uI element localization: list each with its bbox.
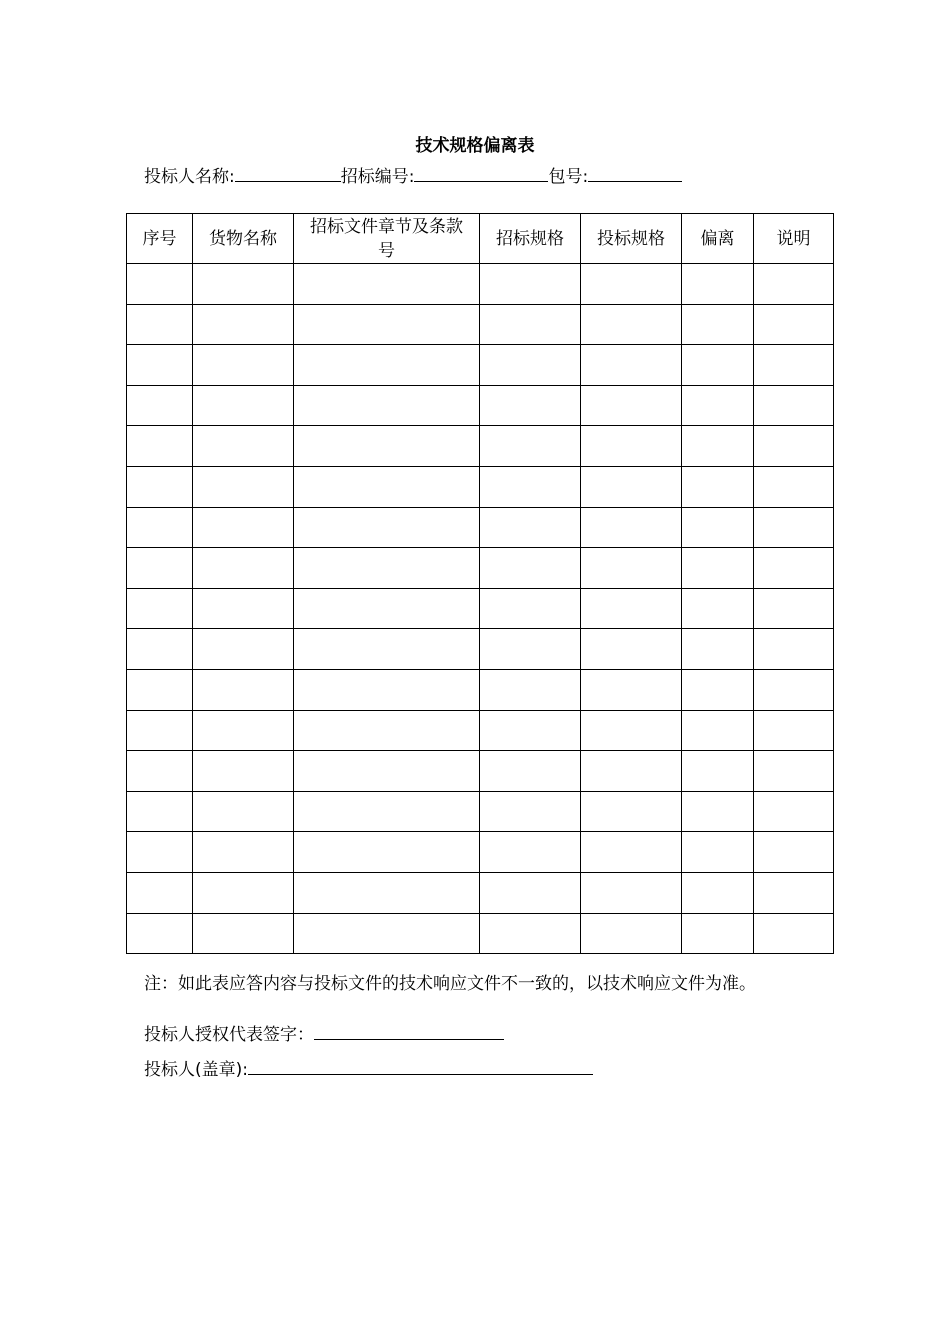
table-cell [294,304,480,345]
table-cell [480,872,581,913]
table-cell [480,913,581,954]
table-cell [754,466,834,507]
signature-label: 投标人授权代表签字： [144,1025,314,1045]
table-cell [581,264,682,305]
table-cell [127,588,193,629]
table-row [127,669,834,710]
table-cell [127,466,193,507]
table-cell [754,872,834,913]
table-cell [682,669,754,710]
tender-number-label: 招标编号: [340,167,415,187]
table-row [127,264,834,305]
table-cell [480,345,581,386]
table-cell [682,588,754,629]
table-cell [581,832,682,873]
table-cell [193,548,294,589]
table-cell [294,832,480,873]
table-cell [193,466,294,507]
table-cell [193,913,294,954]
table-cell [682,710,754,751]
table-cell [193,710,294,751]
table-cell [480,304,581,345]
table-cell [682,872,754,913]
table-cell [193,832,294,873]
table-cell [294,588,480,629]
table-cell [682,832,754,873]
table-cell [193,751,294,792]
table-cell [294,345,480,386]
table-cell [127,385,193,426]
table-cell [754,913,834,954]
seal-label: 投标人(盖章): [144,1060,248,1080]
table-cell [294,710,480,751]
table-cell [754,548,834,589]
table-cell [127,669,193,710]
table-cell [682,507,754,548]
table-cell [294,872,480,913]
table-cell [193,507,294,548]
note-text: 注：如此表应答内容与投标文件的技术响应文件不一致的，以技术响应文件为准。 [144,974,756,994]
table-cell [127,304,193,345]
header-clause-no-text: 招标文件章节及条款号 [310,216,463,261]
table-cell [480,507,581,548]
header-remarks: 说明 [754,214,834,264]
table-cell [480,426,581,467]
table-cell [754,304,834,345]
table-cell [682,426,754,467]
table-cell [581,345,682,386]
signature-blank [314,1022,504,1040]
table-cell [480,710,581,751]
table-cell [480,548,581,589]
bidder-name-label: 投标人名称: [144,167,235,187]
table-cell [581,710,682,751]
table-cell [127,264,193,305]
table-row [127,588,834,629]
table-cell [294,629,480,670]
table-cell [754,791,834,832]
header-clause-no [294,214,480,264]
bid-info-line [144,164,682,189]
table-cell [682,548,754,589]
table-cell [127,345,193,386]
table-cell [193,629,294,670]
table-row [127,304,834,345]
table-cell [480,791,581,832]
table-cell [581,791,682,832]
table-cell [480,629,581,670]
table-cell [480,669,581,710]
table-cell [682,791,754,832]
table-cell [294,426,480,467]
table-row [127,507,834,548]
table-row [127,751,834,792]
table-cell [127,710,193,751]
table-row [127,913,834,954]
table-cell [193,385,294,426]
table-cell [193,264,294,305]
table-row [127,872,834,913]
table-row [127,791,834,832]
table-cell [127,913,193,954]
header-goods-name: 货物名称 [193,214,294,264]
table-cell [480,385,581,426]
table-cell [581,629,682,670]
table-cell [754,629,834,670]
table-cell [127,426,193,467]
table-cell [294,385,480,426]
header-tender-spec: 招标规格 [480,214,581,264]
table-cell [682,385,754,426]
signature-line [144,1022,504,1047]
table-cell [294,669,480,710]
table-cell [754,345,834,386]
table-cell [682,629,754,670]
table-cell [127,507,193,548]
table-cell [581,466,682,507]
table-row [127,466,834,507]
header-deviation: 偏离 [682,214,754,264]
table-cell [581,426,682,467]
table-cell [193,791,294,832]
table-cell [193,304,294,345]
table-cell [480,832,581,873]
table-cell [294,507,480,548]
package-number-blank [588,164,682,182]
table-cell [480,751,581,792]
table-cell [127,832,193,873]
table-cell [581,507,682,548]
table-cell [581,548,682,589]
table-row [127,629,834,670]
table-cell [581,304,682,345]
document-title: 技术规格偏离表 [415,136,535,156]
table-cell [193,872,294,913]
table-cell [294,264,480,305]
bidder-name-blank [235,164,341,182]
table-cell [127,629,193,670]
table-cell [754,710,834,751]
table-cell [581,913,682,954]
header-serial-no: 序号 [127,214,193,264]
table-row [127,548,834,589]
seal-line [144,1057,593,1082]
table-cell [581,872,682,913]
table-cell [480,588,581,629]
table-header-row [127,214,834,264]
table-cell [294,913,480,954]
table-cell [294,791,480,832]
table-cell [754,832,834,873]
table-cell [754,751,834,792]
table-cell [754,385,834,426]
table-cell [682,751,754,792]
table-cell [581,385,682,426]
table-cell [480,264,581,305]
table-cell [682,345,754,386]
table-cell [754,588,834,629]
table-cell [127,791,193,832]
table-cell [127,548,193,589]
table-row [127,345,834,386]
table-cell [682,264,754,305]
table-cell [754,264,834,305]
table-cell [581,751,682,792]
table-cell [127,751,193,792]
deviation-table [126,213,834,954]
table-cell [581,669,682,710]
table-cell [754,507,834,548]
table-cell [193,426,294,467]
header-bid-spec: 投标规格 [581,214,682,264]
table-cell [754,669,834,710]
table-row [127,426,834,467]
table-cell [294,548,480,589]
table-cell [754,426,834,467]
table-row [127,710,834,751]
table-cell [682,304,754,345]
table-row [127,385,834,426]
table-cell [682,913,754,954]
table-body [127,264,834,954]
seal-blank [248,1057,593,1075]
table-cell [193,669,294,710]
table-cell [682,466,754,507]
package-number-label: 包号: [548,167,589,187]
table-row [127,832,834,873]
tender-number-blank [414,164,548,182]
table-cell [193,345,294,386]
table-cell [581,588,682,629]
table-cell [294,751,480,792]
table-cell [127,872,193,913]
table-cell [294,466,480,507]
table-cell [480,466,581,507]
table-cell [193,588,294,629]
